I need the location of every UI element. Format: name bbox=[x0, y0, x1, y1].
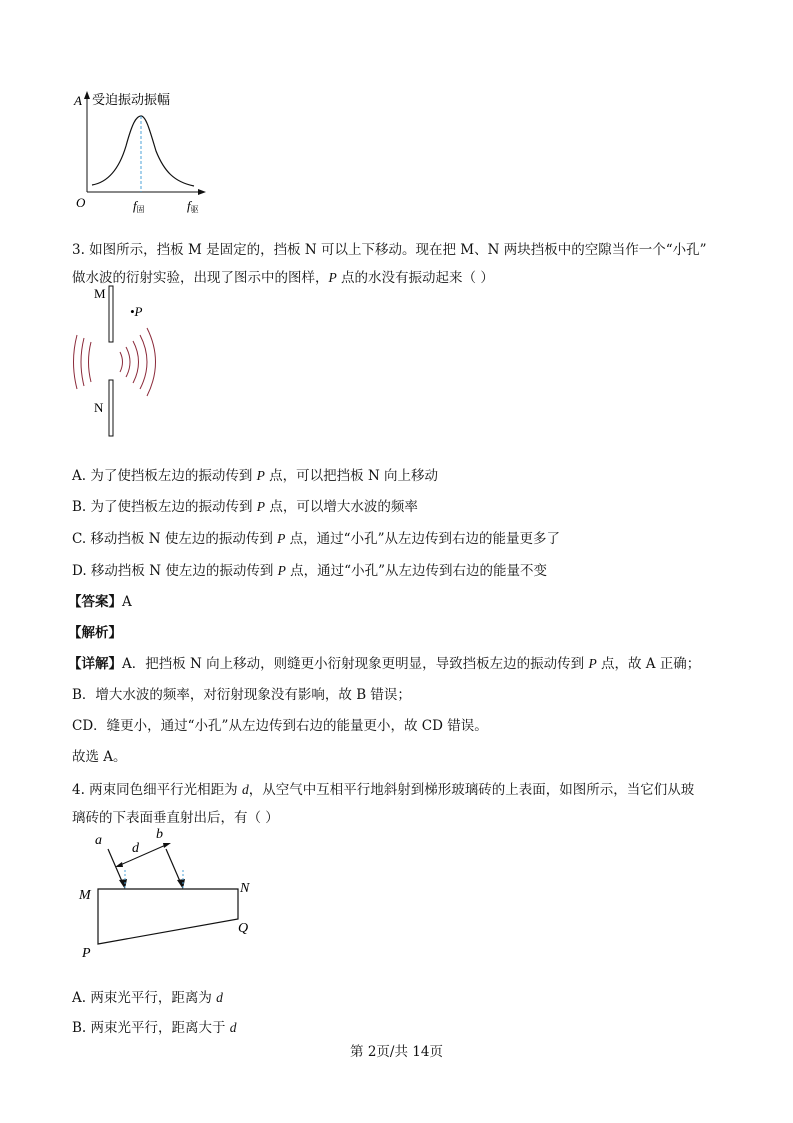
label-b: b bbox=[156, 827, 163, 842]
q3-stem-line1: 3. 如图所示，挡板 M 是固定的，挡板 N 可以上下移动。现在把 M、N 两块挡板中的空隙当作一个“小孔” bbox=[72, 242, 707, 258]
q3-option-c: C. 移动挡板 N 使左边的振动传到 P 点，通过“小孔”从左边传到右边的能量更多了 bbox=[72, 531, 560, 547]
y-axis-letter: A bbox=[74, 93, 82, 108]
resonance-curve-figure bbox=[70, 86, 220, 216]
label-q: Q bbox=[238, 921, 249, 936]
trapezoid-brick bbox=[98, 889, 238, 944]
q4-stem-line2: 璃砖的下表面垂直射出后，有（ ） bbox=[72, 810, 279, 826]
page-footer: 第 2页/共 14页 bbox=[350, 1044, 443, 1060]
q3-option-a: A. 为了使挡板左边的振动传到 P 点，可以把挡板 N 向上移动 bbox=[72, 468, 439, 484]
q3-answer: 【答案】A bbox=[68, 594, 132, 610]
diffraction-figure bbox=[60, 280, 190, 440]
origin-label: O bbox=[76, 195, 86, 210]
d-arrow-left bbox=[115, 862, 123, 867]
y-axis-arrow bbox=[84, 91, 90, 99]
x-axis-arrow bbox=[198, 189, 206, 195]
x-tick-f-gu: f固 bbox=[133, 198, 145, 214]
q4-stem-line1: 4. 两束同色细平行光相距为 d，从空气中互相平行地斜射到梯形玻璃砖的上表面，如图所示，当它们从玻 bbox=[72, 782, 695, 798]
q4-option-a: A. 两束光平行，距离为 d bbox=[72, 990, 223, 1006]
label-p: P bbox=[82, 946, 91, 961]
label-n: N bbox=[240, 881, 250, 896]
resonance-curve bbox=[92, 116, 194, 186]
incoming-waves bbox=[74, 335, 92, 389]
x-axis-f-qu: f驱 bbox=[187, 198, 199, 214]
q4-option-b: B. 两束光平行，距离大于 d bbox=[72, 1020, 237, 1036]
q3-analysis-tag: 【解析】 bbox=[68, 625, 122, 641]
point-p: •P bbox=[130, 304, 143, 319]
q3-detail-3: CD．缝更小，通过“小孔”从左边传到右边的能量更小，故 CD 错误。 bbox=[72, 718, 488, 734]
ray-b-arrow bbox=[177, 879, 185, 889]
q3-conclusion: 故选 A。 bbox=[72, 749, 127, 765]
d-arrow-right bbox=[163, 843, 171, 848]
label-n: N bbox=[94, 400, 104, 415]
glass-brick-figure bbox=[70, 822, 270, 962]
q3-stem-line2: 做水波的衍射实验，出现了图示中的图样，P 点的水没有振动起来（ ） bbox=[72, 270, 494, 286]
q3-detail-1: 【详解】A．把挡板 N 向上移动，则缝更小衍射现象更明显，导致挡板左边的振动传到 P 点，故 A 正确； bbox=[68, 656, 701, 672]
ray-a-arrow bbox=[119, 879, 127, 889]
label-m: M bbox=[79, 888, 91, 903]
diffracted-waves bbox=[120, 328, 156, 396]
label-a: a bbox=[95, 833, 102, 848]
y-axis-label: 受迫振动振幅 bbox=[92, 92, 171, 107]
barrier-n bbox=[109, 380, 113, 436]
label-d: d bbox=[132, 841, 139, 856]
label-m: M bbox=[94, 286, 106, 301]
q3-option-b: B. 为了使挡板左边的振动传到 P 点，可以增大水波的频率 bbox=[72, 499, 418, 515]
q3-detail-2: B．增大水波的频率，对衍射现象没有影响，故 B 错误； bbox=[72, 687, 411, 703]
barrier-m bbox=[109, 286, 113, 342]
distance-d-line bbox=[118, 844, 168, 866]
q3-option-d: D. 移动挡板 N 使左边的振动传到 P 点，通过“小孔”从左边传到右边的能量不变 bbox=[72, 563, 547, 579]
